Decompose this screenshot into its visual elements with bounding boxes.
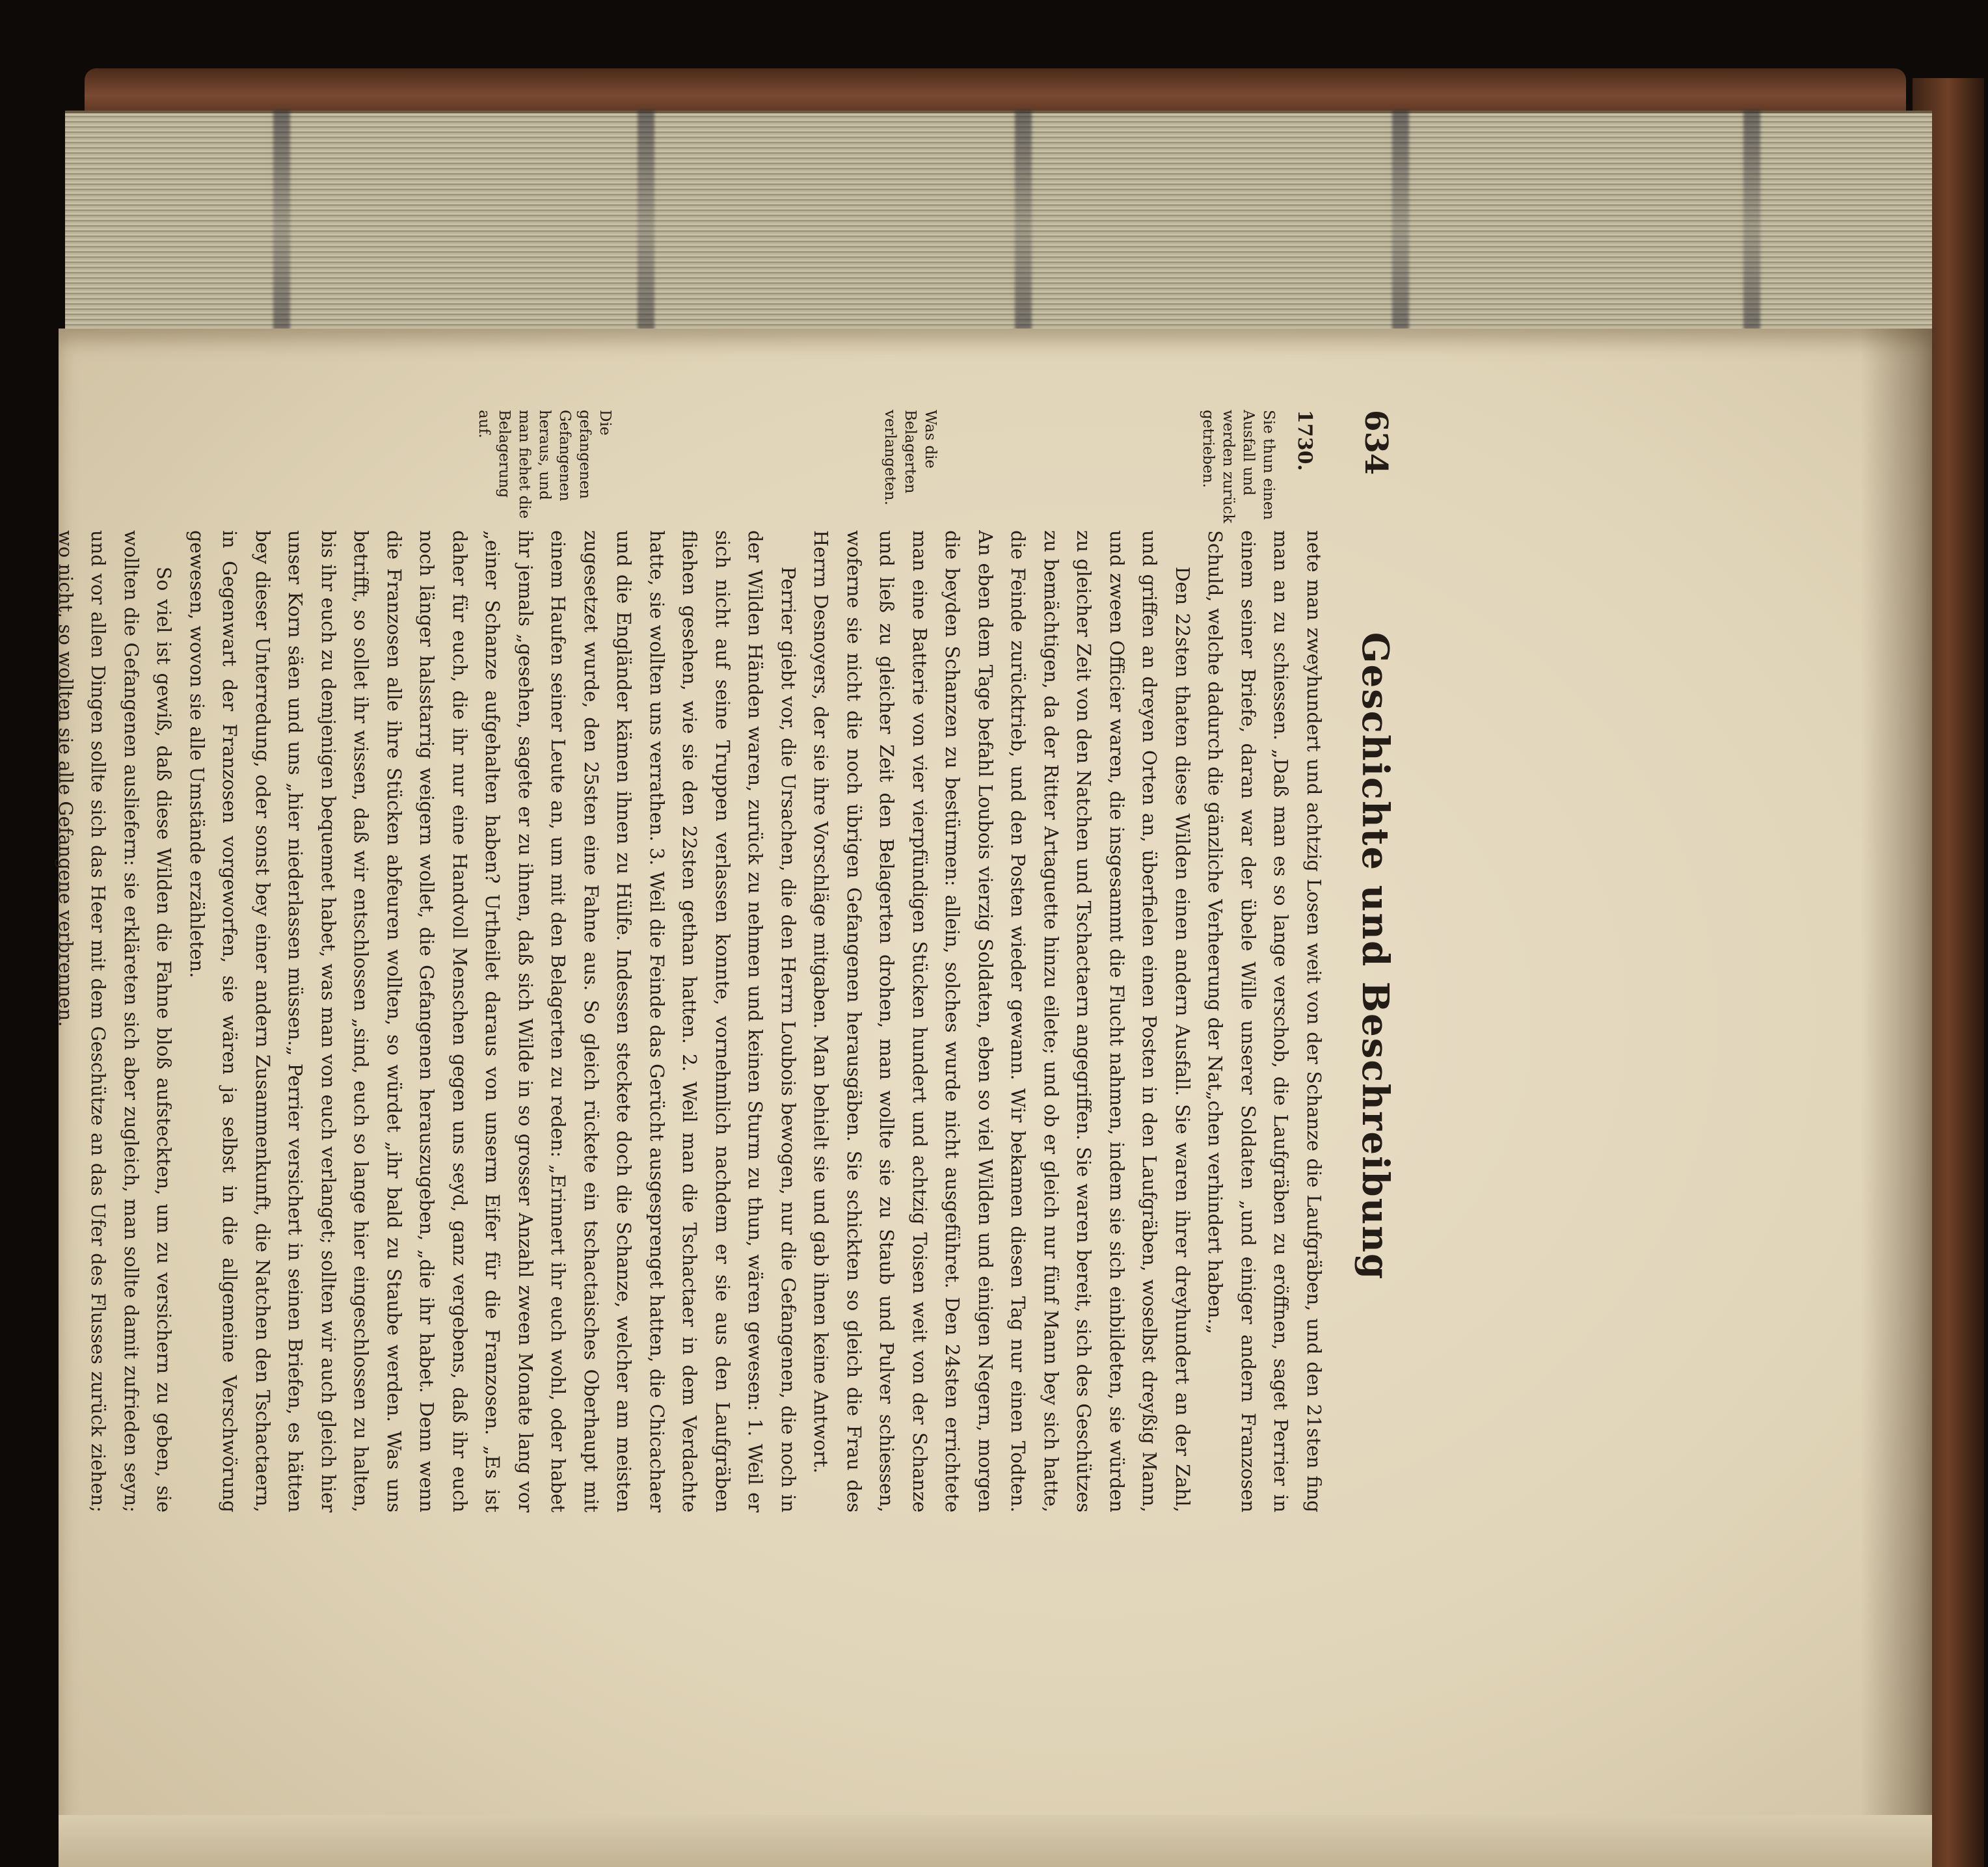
paragraph: Perrier giebt vor, die Ursachen, die den Herrn Loubois bewogen, nur die Gefangenen, die noch in der Wilden Händen waren, zurück zu nehmen und keinen Sturm zu thun, wären gewesen: 1. Weil er sich nicht auf seine Truppen verlassen konnte, vornehmlich nachdem er sie aus den Laufgräben fliehen gesehen, wie sie den 22sten gethan hatten. 2. Weil man die Tschactaer in dem Verdachte hatte, sie wollten uns verrathen. 3. Weil die Feinde das Gerücht ausgesprenget hatten, die Chicachaer und die Engländer kämen ihnen zu Hülfe. Indessen steckete doch die Schanze, welcher am meisten zugesetzet wurde, den 25sten eine Fahne aus. So gleich rückete ein tschactaisches Oberhaupt mit einem Haufen seiner Leute an, um mit den Belagerten zu reden: „Erinnert ihr euch wohl, oder habet ihr jemals „gesehen, sagete er zu ihnen, daß sich Wilde in so grosser Anzahl zween Monate lang vor „einer Schanze aufgehalten haben? Urtheilet daraus von unserm Eifer für die Franzosen. „Es ist daher für euch, die ihr nur eine Handvoll Menschen gegen uns seyd, ganz vergebens, daß ihr euch noch länger halsstarrig weigern wollet, die Gefangenen herauszugeben, „die ihr habet. Denn wenn die Franzosen alle ihre Stücken abfeuren wollten, so würdet „ihr bald zu Staube werden. Was uns betrifft, so sollet ihr wissen, daß wir entschlossen „sind, euch so lange hier eingeschlossen zu halten, bis ihr euch zu demjenigen bequemet habet, was man von euch verlanget; sollten wir auch gleich hier unser Korn säen und uns „hier niederlassen müssen.„ Perrier versichert in seinen Briefen, es hätten bey dieser Unterredung, oder sonst bey einer andern Zusammenkunft, die Natchen den Tschactaern, in Gegenwart der Franzosen vorgeworfen, sie wären ja selbst in die allgemeine Verschwörung gewesen, wovon sie alle Umstände erzähleten. (186, 530, 799, 1512)
edge-stain (1015, 111, 1032, 345)
edge-stain (1392, 111, 1409, 345)
page-number: 634 (1358, 410, 1394, 476)
margin-note: Die gefangenen Gefangenen heraus, und man fiehet die Belagerung auf. (476, 410, 613, 519)
running-title: Geschichte und Beschreibung (1354, 632, 1397, 1281)
page-fore-edge (65, 111, 1932, 347)
margin-note: Was die Belagerten verlangeten. (881, 410, 939, 505)
edge-stain (638, 111, 654, 345)
edge-stain (1743, 111, 1760, 345)
gutter-shadow (1860, 329, 1932, 1867)
printed-text-block (55, 384, 1402, 1529)
margin-note: Sie thun einen Ausfall und werden zurück getrieben. (1200, 410, 1277, 524)
year-marginal: 1730. (1293, 410, 1316, 471)
paragraph: Den 22sten thaten diese Wilden einen andern Ausfall. Sie waren ihrer dreyhundert an der Zahl, und griffen an dreyen Orten an, überfielen einen Posten in den Laufgräben, woselbst dreyßig Mann, und zween Officier waren, die insgesammt die Flucht nahmen, indem sie sich einbildeten, sie würden zu gleicher Zeit von den Natchen und Tschactaern angegriffen. Sie waren bereit, sich des Geschützes zu bemächtigen, da der Ritter Artaguette hinzu eilete; und ob er gleich nur fünf Mann bey sich hatte, die Feinde zurücktrieb, und den Posten wieder gewann. Wir bekamen diesen Tag nur einen Todten. An eben dem Tage befahl Loubois vierzig Soldaten, eben so viel Wilden und einigen Negern, morgen die beyden Schanzen zu bestürmen: allein, solches wurde nicht ausgeführet. Den 24sten errichtete man eine Batterie von vier vierpfündigen Stücken hundert und achtzig Toisen weit von der Schanze und ließ zu gleicher Zeit den Belagerten drohen, man wollte sie zu Staub und Pulver schiessen, woferne sie nicht die noch übrigen Gefangenen herausgäben. Sie schickten so gleich die Frau des Herrn Desnoyers, der sie ihre Vorschläge mitgaben. Man behielt sie und gab ihnen keine Antwort. (810, 530, 1194, 1512)
adjacent-page-edge (59, 1815, 1932, 1867)
book-cover-top (85, 68, 1906, 114)
body-text (49, 530, 1331, 1512)
page-header (1343, 384, 1402, 1529)
edge-stain (273, 111, 290, 345)
paragraph: nete man zweyhundert und achtzig Losen weit von der Schanze die Laufgräben, und den 21sten fing man an zu schiessen. „Daß man es so lange verschob, die Laufgräben zu eröffnen, saget Perrier in einem seiner Briefe, daran war der übele Wille unserer Soldaten „und einiger andern Franzosen Schuld, welche dadurch die gänzliche Verheerung der Nat„chen verhindert haben.„ (1204, 530, 1325, 1512)
paragraph: So viel ist gewiß, daß diese Wilden die Fahne bloß aufsteckten, um zu versichern zu geben, sie wollten die Gefangenen ausliefern: sie erkläreten sich aber zugleich, man sollte damit zufrieden seyn; und vor allen Dingen sollte sich das Heer mit dem Geschütze an das Ufer des Flusses zurück ziehen; wo nicht, so wollten sie alle Gefangene verbrennen. (55, 530, 176, 1512)
